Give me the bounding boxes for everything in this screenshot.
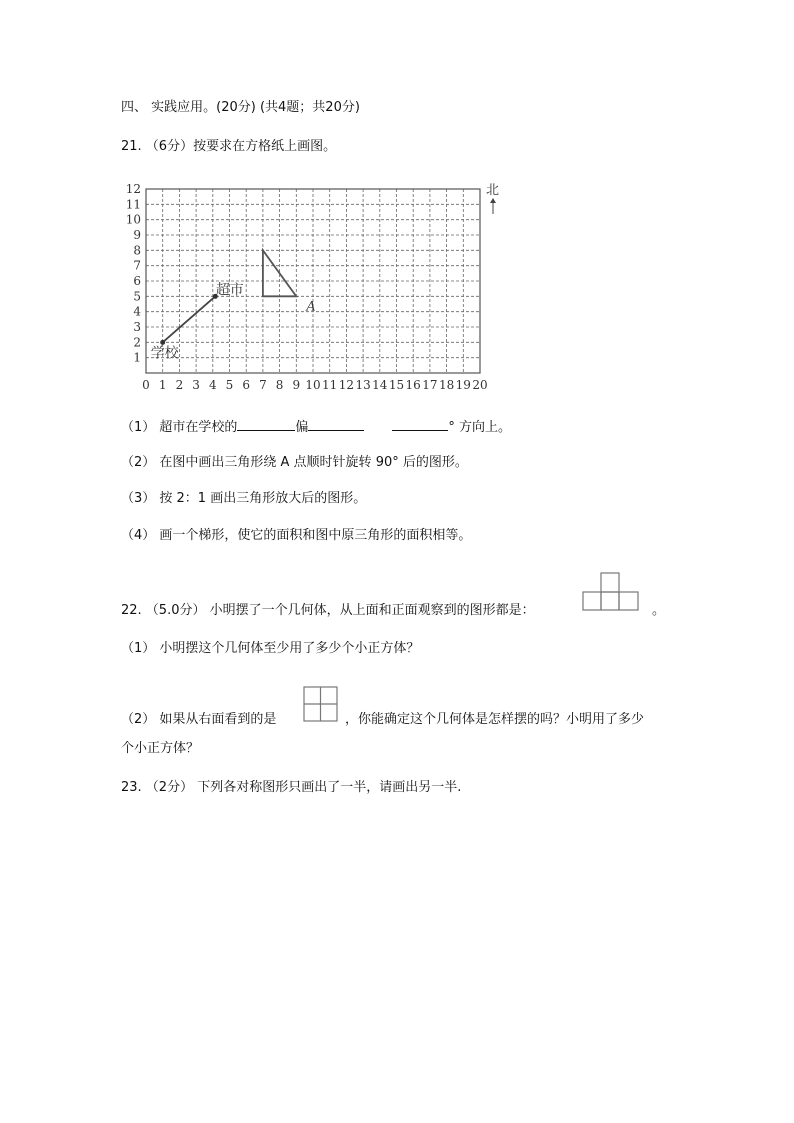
y-tick-label: 2 [133, 335, 141, 350]
x-tick-label: 10 [305, 378, 321, 392]
y-tick-label: 7 [133, 258, 141, 273]
school-label: 学校 [150, 345, 179, 362]
q22-sub2-text: （2） 如果从右面看到的是 [121, 712, 277, 727]
q21-sub1-text: （1） 超市在学校的 [121, 420, 238, 435]
answer-blank-2[interactable] [308, 416, 364, 431]
school-point [160, 340, 165, 345]
question-23-title: 23. （2分） 下列各对称图形只画出了一半，请画出另一半. [121, 780, 462, 795]
q22-title-end: 。 [652, 603, 666, 618]
section-title: 四、 实践应用。(20分) (共4题；共20分) [121, 100, 360, 115]
y-tick-label: 9 [133, 228, 141, 242]
north-arrowhead-icon [490, 198, 496, 203]
x-tick-label: 3 [192, 378, 200, 392]
x-tick-label: 16 [405, 378, 421, 392]
q21-sub2: （2） 在图中画出三角形绕 A 点顺时针旋转 90° 后的图形。 [121, 455, 468, 470]
question-22-title [121, 602, 535, 620]
x-tick-label: 5 [225, 378, 234, 392]
y-tick-label: 4 [133, 304, 141, 319]
x-tick-label: 13 [355, 378, 371, 392]
answer-blank-1[interactable] [237, 416, 295, 431]
x-tick-label: 2 [175, 378, 184, 392]
q22-sub2-rest: ，你能确定这个几何体是怎样摆的吗？小明用了多少 [345, 712, 645, 727]
y-tick-label: 1 [133, 350, 141, 365]
x-tick-label: 14 [372, 378, 388, 392]
y-tick-label: 12 [125, 182, 141, 196]
x-tick-label: 8 [275, 378, 284, 392]
x-tick-label: 7 [259, 378, 267, 392]
school-market-line [163, 296, 216, 342]
x-tick-label: 1 [158, 378, 167, 392]
x-tick-label: 6 [242, 378, 251, 392]
x-tick-label: 0 [142, 378, 150, 392]
y-tick-label: 3 [133, 320, 141, 334]
point-a-label: A [306, 299, 316, 315]
top-front-view-shape [582, 571, 642, 611]
x-tick-label: 20 [472, 378, 488, 392]
q22-sub2 [121, 711, 276, 729]
north-label: 北 [486, 183, 500, 198]
x-tick-label: 17 [422, 378, 438, 392]
q21-sub1-text-2: 偏 [295, 420, 309, 435]
x-tick-label: 4 [208, 378, 217, 392]
x-tick-label: 15 [388, 378, 405, 392]
q22-sub1: （1） 小明摆这个几何体至少用了多少个小正方体？ [121, 641, 420, 656]
y-tick-label: 10 [125, 212, 141, 227]
y-tick-label: 11 [125, 197, 141, 212]
right-view-shape [303, 686, 339, 724]
x-tick-label: 19 [455, 378, 471, 392]
question-21-title: 21. （6分）按要求在方格纸上画图。 [121, 139, 337, 154]
y-tick-label: 5 [133, 289, 141, 304]
q22-title-text: 22. （5.0分） 小明摆了一个几何体，从上面和正面观察到的图形都是： [121, 603, 535, 618]
answer-blank-3[interactable] [392, 416, 448, 431]
q21-sub1-text-3: ° 方向上。 [448, 420, 512, 435]
market-label: 超市 [215, 282, 244, 299]
x-tick-label: 12 [338, 378, 355, 392]
y-tick-label: 8 [133, 243, 141, 258]
q21-sub3: （3） 按 2：1 画出三角形放大后的图形。 [121, 491, 367, 506]
x-tick-label: 9 [292, 378, 301, 392]
y-tick-label: 6 [133, 274, 141, 288]
x-tick-label: 18 [438, 378, 455, 392]
q21-sub1 [121, 416, 511, 437]
x-tick-label: 11 [322, 378, 338, 392]
coordinate-grid [0, 170, 520, 400]
q21-sub4: （4） 画一个梯形，使它的面积和图中原三角形的面积相等。 [121, 528, 472, 543]
q22-sub2-cont: 个小正方体？ [121, 741, 200, 756]
